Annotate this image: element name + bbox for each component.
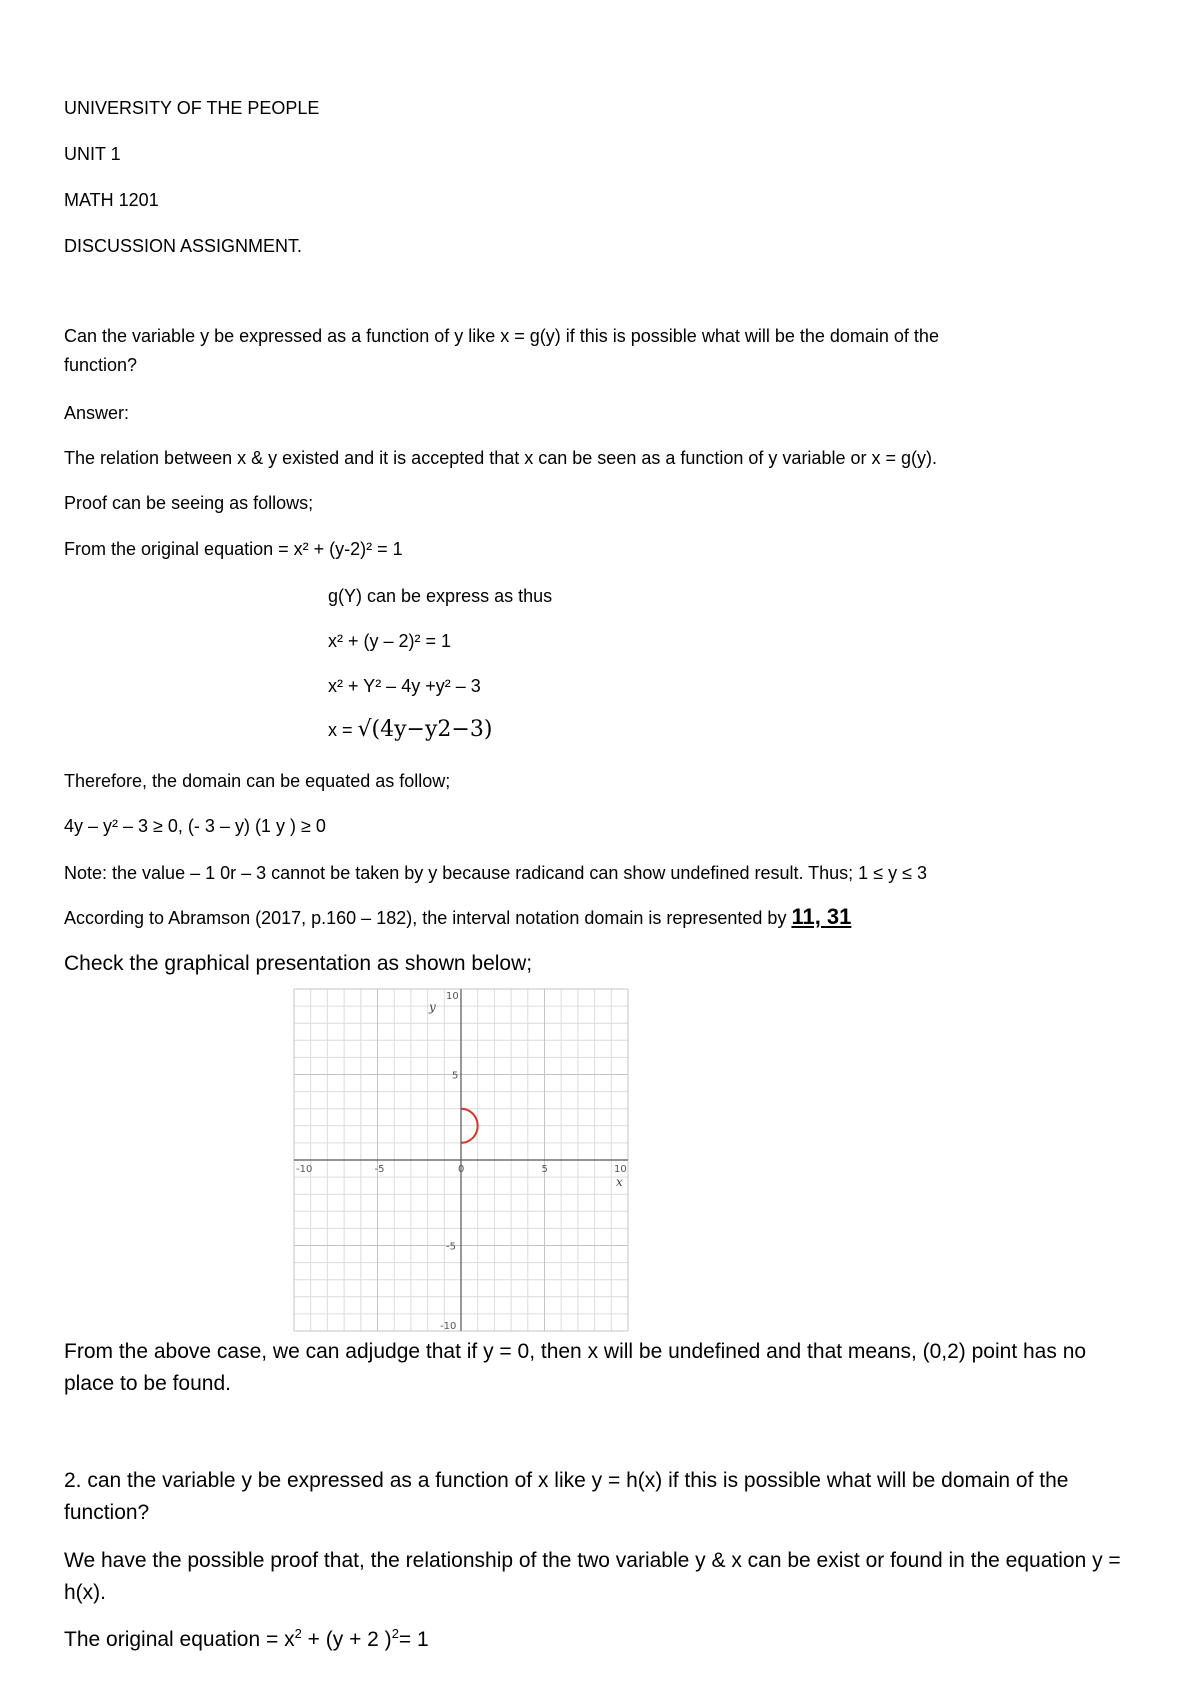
step-3-formula: √(4y−y2−3) — [357, 717, 493, 742]
interval-notation: 11, 31 — [791, 904, 852, 929]
question-1-line-1: Can the variable y be expressed as a function of y like x = g(y) if this is possible what will be the domain of the — [64, 326, 939, 346]
eq2-sup-2: 2 — [391, 1626, 399, 1641]
assignment-title: DISCUSSION ASSIGNMENT. — [64, 236, 303, 256]
abramson-citation — [64, 905, 851, 930]
domain-graph — [290, 985, 630, 1335]
domain-intro: Therefore, the domain can be equated as follow; — [64, 771, 451, 791]
x-tick-label: -10 — [296, 1164, 313, 1175]
y-tick-label: -5 — [446, 1241, 456, 1253]
step-3-prefix: x = — [328, 720, 358, 740]
answer-label: Answer: — [64, 403, 130, 423]
y-tick-label: -10 — [440, 1321, 457, 1332]
conclusion-text: From the above case, we can adjudge that if y = 0, then x will be undefined and that means, (0,2) point has no place to be found. — [64, 1340, 1087, 1395]
y-axis-label: y — [429, 1000, 436, 1014]
eq2-suffix: = 1 — [398, 1628, 429, 1651]
proof-intro: Proof can be seeing as follows; — [64, 493, 314, 513]
x-tick-label: -5 — [374, 1164, 385, 1175]
note-text: Note: the value – 1 0r – 3 cannot be taken by y because radicand can show undefined result. Thus; 1 ≤ y ≤ 3 — [64, 863, 927, 883]
eq2-sup-1: 2 — [294, 1626, 302, 1641]
x-tick-label: 10 — [614, 1164, 627, 1175]
step-1: x² + (y – 2)² = 1 — [328, 631, 452, 651]
question-2-proof: We have the possible proof that, the relationship of the two variable y & x can be exist or found in the equation y = h(x). — [64, 1549, 1121, 1604]
g-intro: g(Y) can be express as thus — [328, 586, 553, 606]
step-2: x² + Y² – 4y +y² – 3 — [328, 676, 481, 696]
original-equation: From the original equation = x² + (y-2)² = 1 — [64, 539, 403, 559]
x-axis-label: x — [616, 1175, 623, 1189]
inequality: 4y – y² – 3 ≥ 0, (- 3 – y) (1 y ) ≥ 0 — [64, 816, 326, 836]
unit-label: UNIT 1 — [64, 144, 121, 164]
question-1-line-2: function? — [64, 355, 138, 375]
step-3 — [328, 718, 492, 742]
eq2-mid: + (y + 2 ) — [301, 1628, 392, 1651]
eq2-prefix: The original equation = x — [64, 1628, 295, 1651]
question-2: 2. can the variable y be expressed as a function of x like y = h(x) if this is possible what will be domain of the function? — [64, 1469, 1069, 1524]
graph-intro: Check the graphical presentation as shown below; — [64, 952, 533, 975]
university-name: UNIVERSITY OF THE PEOPLE — [64, 98, 320, 118]
y-tick-label: 10 — [446, 991, 459, 1002]
y-tick-label: 5 — [452, 1070, 459, 1082]
x-tick-label: 0 — [458, 1164, 465, 1175]
course-code: MATH 1201 — [64, 190, 159, 210]
relation-text: The relation between x & y existed and it is accepted that x can be seen as a function of y variable or x = g(y). — [64, 448, 937, 468]
question-2-original-equation — [64, 1624, 429, 1656]
x-tick-label: 5 — [541, 1164, 548, 1175]
abramson-text: According to Abramson (2017, p.160 – 182), the interval notation domain is represented by — [64, 908, 792, 928]
